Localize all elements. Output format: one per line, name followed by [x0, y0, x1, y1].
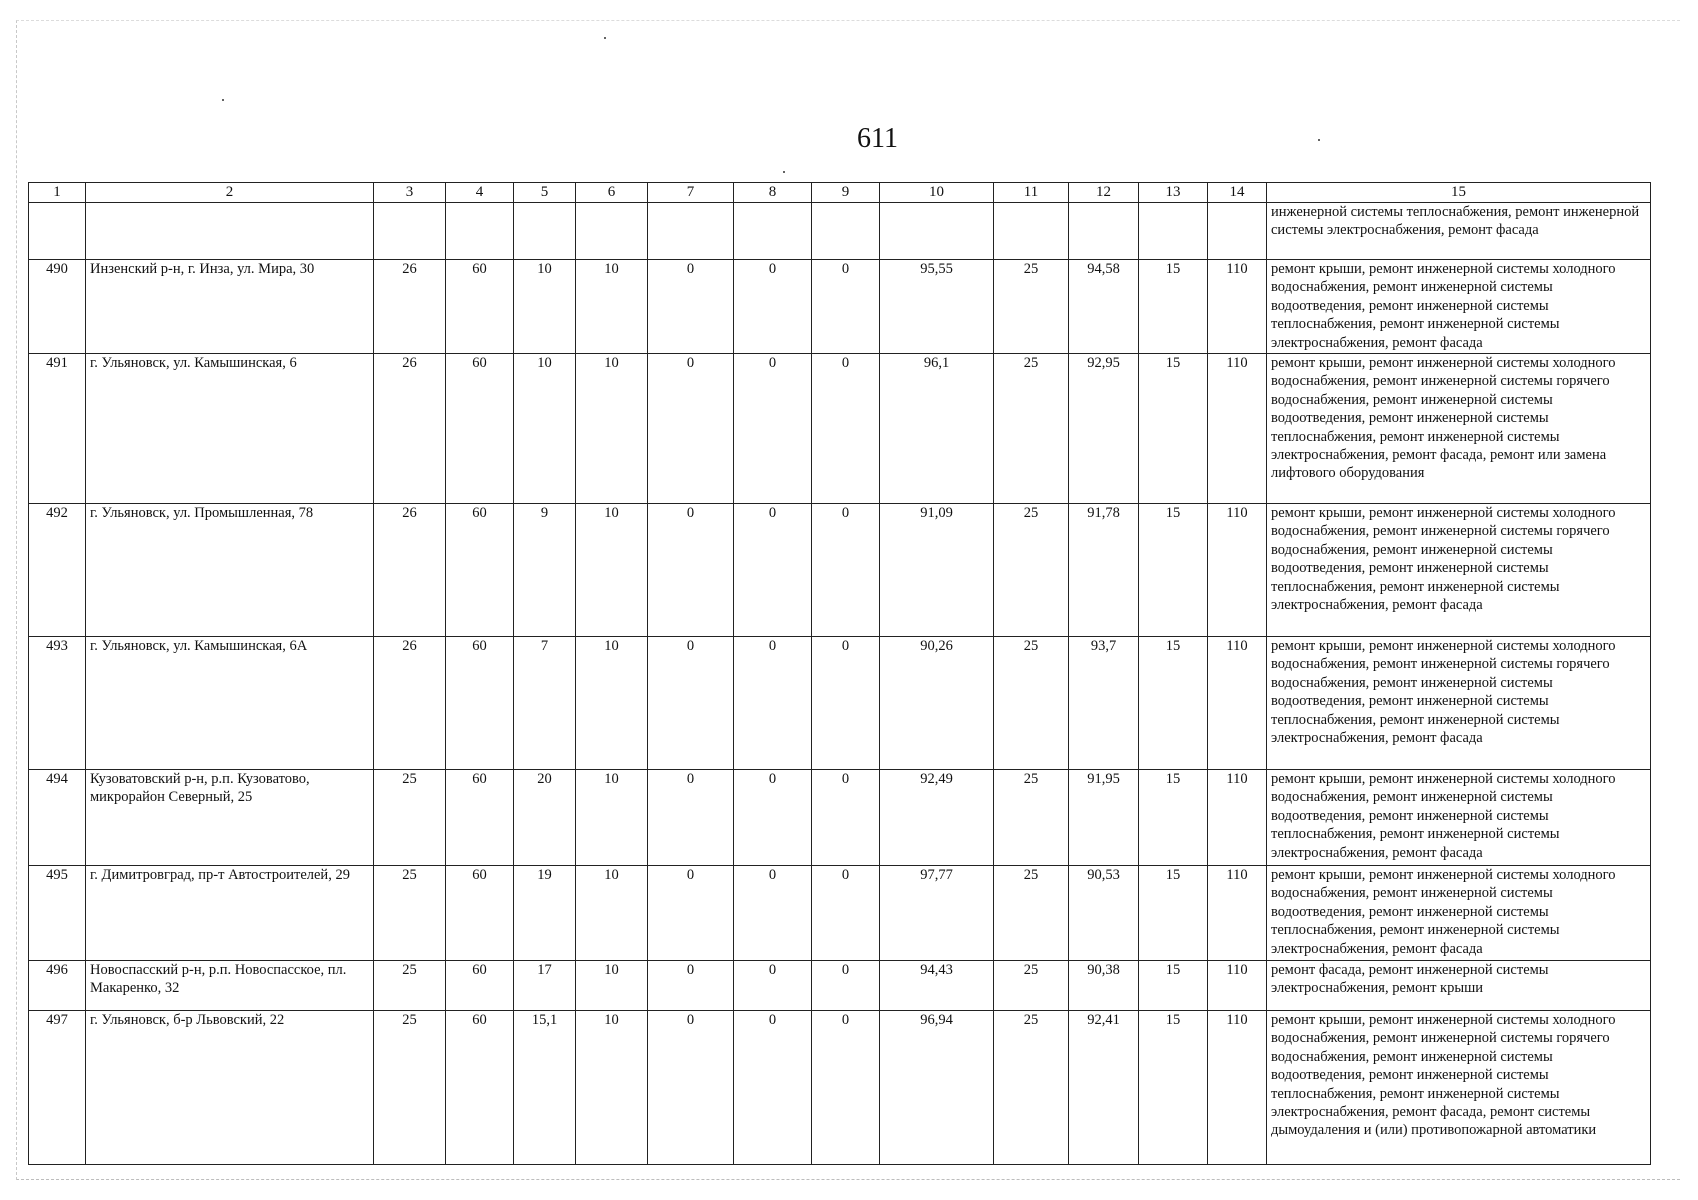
column-header: 5 [514, 183, 576, 203]
value-cell: 10 [576, 1011, 648, 1165]
value-cell: 10 [576, 354, 648, 504]
value-cell: 0 [812, 260, 880, 354]
value-cell: 10 [514, 260, 576, 354]
scan-speck [783, 171, 785, 173]
table-row [29, 961, 1651, 1011]
value-cell: 26 [374, 504, 446, 637]
works-cell: ремонт крыши, ремонт инженерной системы холодного водоснабжения, ремонт инженерной системы водоотведения, ремонт инженерной системы теплоснабжения, ремонт инженерной системы электроснабжения, ремонт фасада [1267, 260, 1651, 354]
value-cell: 0 [734, 504, 812, 637]
value-cell: 26 [374, 260, 446, 354]
column-header: 7 [648, 183, 734, 203]
value-cell: 15 [1139, 260, 1208, 354]
value-cell: 0 [648, 961, 734, 1011]
row-number: 495 [29, 866, 86, 961]
value-cell: 15,1 [514, 1011, 576, 1165]
value-cell: 19 [514, 866, 576, 961]
value-cell: 0 [734, 260, 812, 354]
value-cell: 10 [576, 866, 648, 961]
value-cell: 0 [812, 637, 880, 770]
page-number: 611 [857, 123, 898, 154]
works-cell: ремонт крыши, ремонт инженерной системы холодного водоснабжения, ремонт инженерной системы горячего водоснабжения, ремонт инженерной системы водоотведения, ремонт инженерной системы теплоснабжения, ремонт инженерной системы электроснабжения, ремонт фасада [1267, 637, 1651, 770]
value-cell: 25 [994, 260, 1069, 354]
works-cell: ремонт фасада, ремонт инженерной системы электроснабжения, ремонт крыши [1267, 961, 1651, 1011]
value-cell: 0 [812, 866, 880, 961]
value-cell: 94,43 [880, 961, 994, 1011]
value-cell: 90,26 [880, 637, 994, 770]
value-cell: 0 [734, 354, 812, 504]
value-cell: 60 [446, 1011, 514, 1165]
value-cell: 90,53 [1069, 866, 1139, 961]
value-cell: 25 [374, 770, 446, 866]
column-header: 2 [86, 183, 374, 203]
value-cell: 0 [648, 1011, 734, 1165]
row-number: 492 [29, 504, 86, 637]
table-row [29, 354, 1651, 504]
column-header: 3 [374, 183, 446, 203]
scan-speck [222, 99, 224, 101]
table-row [29, 1011, 1651, 1165]
value-cell: 0 [734, 1011, 812, 1165]
column-header: 15 [1267, 183, 1651, 203]
value-cell: 25 [374, 1011, 446, 1165]
value-cell: 95,55 [880, 260, 994, 354]
scan-speck [604, 37, 606, 39]
address-cell: г. Ульяновск, ул. Камышинская, 6 [86, 354, 374, 504]
value-cell: 15 [1139, 504, 1208, 637]
address-cell: г. Ульяновск, ул. Промышленная, 78 [86, 504, 374, 637]
value-cell: 110 [1208, 1011, 1267, 1165]
address-cell: г. Ульяновск, б-р Львовский, 22 [86, 1011, 374, 1165]
value-cell: 25 [374, 961, 446, 1011]
works-cell: ремонт крыши, ремонт инженерной системы холодного водоснабжения, ремонт инженерной системы водоотведения, ремонт инженерной системы теплоснабжения, ремонт инженерной системы электроснабжения, ремонт фасада [1267, 770, 1651, 866]
row-number: 497 [29, 1011, 86, 1165]
value-cell: 110 [1208, 770, 1267, 866]
table-row [29, 504, 1651, 637]
value-cell: 0 [812, 770, 880, 866]
row-number: 494 [29, 770, 86, 866]
value-cell: 25 [994, 961, 1069, 1011]
value-cell: 26 [374, 354, 446, 504]
address-cell: Инзенский р-н, г. Инза, ул. Мира, 30 [86, 260, 374, 354]
value-cell: 90,38 [1069, 961, 1139, 1011]
works-cell: ремонт крыши, ремонт инженерной системы холодного водоснабжения, ремонт инженерной системы водоотведения, ремонт инженерной системы теплоснабжения, ремонт инженерной системы электроснабжения, ремонт фасада [1267, 866, 1651, 961]
value-cell: 0 [648, 504, 734, 637]
value-cell: 60 [446, 354, 514, 504]
value-cell: 93,7 [1069, 637, 1139, 770]
value-cell: 60 [446, 770, 514, 866]
works-cell: ремонт крыши, ремонт инженерной системы холодного водоснабжения, ремонт инженерной системы горячего водоснабжения, ремонт инженерной системы водоотведения, ремонт инженерной системы теплоснабжения, ремонт инженерной системы электроснабжения, ремонт фасада [1267, 504, 1651, 637]
value-cell: 9 [514, 504, 576, 637]
value-cell: 25 [994, 354, 1069, 504]
table-row [29, 260, 1651, 354]
value-cell: 92,49 [880, 770, 994, 866]
value-cell: 0 [812, 1011, 880, 1165]
value-cell: 25 [994, 770, 1069, 866]
row-number: 491 [29, 354, 86, 504]
table-row [29, 637, 1651, 770]
value-cell: 60 [446, 866, 514, 961]
repair-program-table [28, 182, 1651, 1165]
value-cell: 110 [1208, 637, 1267, 770]
value-cell: 10 [576, 770, 648, 866]
column-header: 14 [1208, 183, 1267, 203]
value-cell: 110 [1208, 260, 1267, 354]
value-cell: 94,58 [1069, 260, 1139, 354]
value-cell: 7 [514, 637, 576, 770]
value-cell: 20 [514, 770, 576, 866]
value-cell: 110 [1208, 354, 1267, 504]
table-row [29, 770, 1651, 866]
address-cell: г. Ульяновск, ул. Камышинская, 6А [86, 637, 374, 770]
value-cell: 0 [812, 504, 880, 637]
column-header: 10 [880, 183, 994, 203]
value-cell: 15 [1139, 1011, 1208, 1165]
value-cell: 0 [648, 260, 734, 354]
value-cell: 15 [1139, 866, 1208, 961]
value-cell: 110 [1208, 961, 1267, 1011]
value-cell: 110 [1208, 504, 1267, 637]
works-cell: инженерной системы теплоснабжения, ремонт инженерной системы электроснабжения, ремонт фасада [1267, 203, 1651, 260]
column-header: 4 [446, 183, 514, 203]
value-cell: 17 [514, 961, 576, 1011]
row-number: 490 [29, 260, 86, 354]
column-number-row [29, 183, 1651, 203]
value-cell: 0 [648, 770, 734, 866]
value-cell: 26 [374, 637, 446, 770]
value-cell: 0 [734, 866, 812, 961]
value-cell: 91,09 [880, 504, 994, 637]
column-header: 12 [1069, 183, 1139, 203]
value-cell: 15 [1139, 770, 1208, 866]
row-number: 493 [29, 637, 86, 770]
value-cell: 0 [812, 354, 880, 504]
continuation-row [29, 203, 1651, 260]
address-cell: Кузоватовский р-н, р.п. Кузоватово, микрорайон Северный, 25 [86, 770, 374, 866]
value-cell: 10 [576, 504, 648, 637]
value-cell: 10 [576, 961, 648, 1011]
value-cell: 10 [576, 260, 648, 354]
value-cell: 92,41 [1069, 1011, 1139, 1165]
column-header: 13 [1139, 183, 1208, 203]
works-cell: ремонт крыши, ремонт инженерной системы холодного водоснабжения, ремонт инженерной системы горячего водоснабжения, ремонт инженерной системы водоотведения, ремонт инженерной системы теплоснабжения, ремонт инженерной системы электроснабжения, ремонт фасада, ремонт или замена лифтового оборудования [1267, 354, 1651, 504]
value-cell: 92,95 [1069, 354, 1139, 504]
value-cell: 0 [812, 961, 880, 1011]
value-cell: 25 [994, 866, 1069, 961]
value-cell: 97,77 [880, 866, 994, 961]
value-cell: 60 [446, 504, 514, 637]
works-cell: ремонт крыши, ремонт инженерной системы холодного водоснабжения, ремонт инженерной системы горячего водоснабжения, ремонт инженерной системы водоотведения, ремонт инженерной системы теплоснабжения, ремонт инженерной системы электроснабжения, ремонт фасада, ремонт системы дымоудаления и (или) противопожарной автоматики [1267, 1011, 1651, 1165]
value-cell: 0 [648, 354, 734, 504]
column-header: 11 [994, 183, 1069, 203]
column-header: 8 [734, 183, 812, 203]
value-cell: 110 [1208, 866, 1267, 961]
value-cell: 10 [576, 637, 648, 770]
row-number: 496 [29, 961, 86, 1011]
value-cell: 60 [446, 961, 514, 1011]
value-cell: 0 [734, 637, 812, 770]
value-cell: 0 [648, 866, 734, 961]
value-cell: 15 [1139, 961, 1208, 1011]
value-cell: 15 [1139, 637, 1208, 770]
value-cell: 96,94 [880, 1011, 994, 1165]
column-header: 1 [29, 183, 86, 203]
value-cell: 91,78 [1069, 504, 1139, 637]
value-cell: 91,95 [1069, 770, 1139, 866]
address-cell: г. Димитровград, пр-т Автостроителей, 29 [86, 866, 374, 961]
value-cell: 25 [374, 866, 446, 961]
value-cell: 25 [994, 1011, 1069, 1165]
value-cell: 0 [734, 961, 812, 1011]
table-row [29, 866, 1651, 961]
value-cell: 25 [994, 504, 1069, 637]
value-cell: 10 [514, 354, 576, 504]
column-header: 9 [812, 183, 880, 203]
value-cell: 15 [1139, 354, 1208, 504]
value-cell: 25 [994, 637, 1069, 770]
value-cell: 60 [446, 637, 514, 770]
column-header: 6 [576, 183, 648, 203]
value-cell: 0 [648, 637, 734, 770]
value-cell: 60 [446, 260, 514, 354]
value-cell: 96,1 [880, 354, 994, 504]
address-cell: Новоспасский р-н, р.п. Новоспасское, пл. Макаренко, 32 [86, 961, 374, 1011]
value-cell: 0 [734, 770, 812, 866]
